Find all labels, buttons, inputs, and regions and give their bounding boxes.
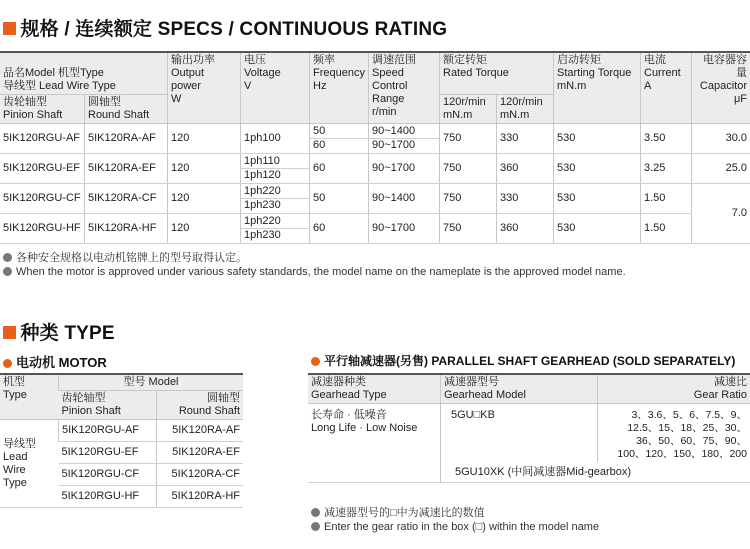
gear-mid: 5GU10XK (中间减速器Mid-gearbox)	[441, 462, 750, 483]
specs-header-model: 品名Model 机型Type 导线型 Lead Wire Type	[0, 52, 168, 95]
specs-header-output: 输出功率 Output power W	[168, 52, 241, 124]
gear-heading: 平行轴减速器(另售) PARALLEL SHAFT GEARHEAD (SOLD SEPARATELY)	[311, 352, 735, 369]
gear-header-ratio: 减速比 Gear Ratio	[598, 374, 750, 404]
orange-bullet-icon	[3, 359, 12, 368]
cell-voltage: 1ph220 1ph230	[241, 214, 310, 244]
gear-blank-cell	[308, 462, 441, 483]
cell-pinion: 5IK120RGU-HF	[0, 214, 85, 244]
specs-header-capacitor: 电容器容量 Capacitor μF	[692, 52, 750, 124]
motor-pinion: 5IK120RGU-CF	[59, 464, 157, 486]
gear-header-type: 减速器种类 Gearhead Type	[308, 374, 441, 404]
cell-speed: 90~1700	[369, 154, 440, 184]
cell-rt2: 360	[497, 214, 554, 244]
cell-output: 120	[168, 184, 241, 214]
gear-table	[308, 373, 750, 483]
table-row	[0, 184, 750, 214]
gear-ratios: 3、3.6、5、6、7.5、9、 12.5、15、18、25、30、 36、50、60、75、90、 100、120、150、180、200	[598, 404, 750, 463]
specs-header-rt1: 120r/min mN.m	[440, 95, 497, 124]
table-row	[0, 154, 750, 184]
motor-pinion: 5IK120RGU-EF	[59, 442, 157, 464]
cell-frequency: 50	[310, 184, 369, 214]
cell-frequency: 50 60	[310, 124, 369, 154]
cell-voltage: 1ph100	[241, 124, 310, 154]
specs-header-starting: 启动转矩 Starting Torque mN.m	[554, 52, 641, 124]
bullet-icon	[3, 253, 12, 262]
bullet-icon	[311, 508, 320, 517]
gear-type: 长寿命 · 低噪音 Long Life · Low Noise	[311, 409, 418, 434]
note-en: When the motor is approved under various safety standards, the model name on the nameplate is the approved model name.	[3, 266, 626, 278]
table-row	[308, 462, 750, 483]
cell-round: 5IK120RA-AF	[85, 124, 168, 154]
specs-header-speed: 调速范围 Speed Control Range r/min	[369, 52, 440, 124]
cell-speed: 90~1700	[369, 214, 440, 244]
cell-rt2: 330	[497, 124, 554, 154]
specs-header-current: 电流 Current A	[641, 52, 692, 124]
cell-cap: 7.0	[692, 184, 750, 244]
motor-pinion: 5IK120RGU-HF	[59, 486, 157, 508]
cell-speed: 90~1400	[369, 184, 440, 214]
table-row	[0, 124, 750, 154]
motor-header-pinion: 齿轮轴型 Pinion Shaft	[59, 391, 157, 420]
motor-header-type: 机型 Type	[0, 374, 59, 420]
orange-bullet-icon	[311, 357, 320, 366]
motor-round: 5IK120RA-EF	[156, 442, 243, 464]
cell-rt2: 360	[497, 154, 554, 184]
cell-rt1: 750	[440, 154, 497, 184]
bullet-icon	[311, 522, 320, 531]
cell-round: 5IK120RA-EF	[85, 154, 168, 184]
cell-output: 120	[168, 154, 241, 184]
specs-heading	[3, 14, 447, 41]
cell-frequency: 60	[310, 214, 369, 244]
cell-rt2: 330	[497, 184, 554, 214]
motor-pinion: 5IK120RGU-AF	[59, 420, 157, 442]
cell-start: 530	[554, 124, 641, 154]
note-cn: 各种安全规格以电动机铭牌上的型号取得认定。	[3, 249, 247, 265]
cell-current: 1.50	[641, 184, 692, 214]
motor-header-round: 圆轴型 Round Shaft	[156, 391, 243, 420]
type-title: 种类 TYPE	[20, 323, 115, 344]
cell-start: 530	[554, 184, 641, 214]
specs-header-pinion: 齿轮轴型 Pinion Shaft	[0, 95, 85, 124]
motor-type-label: 导线型 Lead Wire Type	[0, 420, 59, 508]
table-row	[0, 420, 243, 442]
cell-frequency: 60	[310, 154, 369, 184]
motor-round: 5IK120RA-AF	[156, 420, 243, 442]
cell-pinion: 5IK120RGU-AF	[0, 124, 85, 154]
specs-header-rt2: 120r/min mN.m	[497, 95, 554, 124]
gear-note-en: Enter the gear ratio in the box (□) within the model name	[311, 521, 599, 533]
motor-heading: 电动机 MOTOR	[3, 352, 107, 371]
specs-header-voltage: 电压 Voltage V	[241, 52, 310, 124]
specs-header-frequency: 频率 Frequency Hz	[310, 52, 369, 124]
cell-start: 530	[554, 154, 641, 184]
specs-table	[0, 51, 750, 244]
bullet-icon	[3, 267, 12, 276]
cell-output: 120	[168, 214, 241, 244]
cell-cap: 30.0	[692, 124, 750, 154]
table-row	[0, 214, 750, 244]
cell-rt1: 750	[440, 184, 497, 214]
cell-round: 5IK120RA-CF	[85, 184, 168, 214]
cell-current: 1.50	[641, 214, 692, 244]
motor-round: 5IK120RA-HF	[156, 486, 243, 508]
specs-header-rated-torque: 额定转矩 Rated Torque	[440, 52, 554, 95]
table-row	[308, 404, 750, 463]
cell-rt1: 750	[440, 124, 497, 154]
motor-table	[0, 373, 243, 508]
gear-model: 5GU□KB	[441, 404, 598, 463]
cell-output: 120	[168, 124, 241, 154]
cell-pinion: 5IK120RGU-EF	[0, 154, 85, 184]
specs-title: 规格 / 连续额定 SPECS / CONTINUOUS RATING	[20, 19, 448, 40]
cell-speed: 90~1400 90~1700	[369, 124, 440, 154]
motor-header-model: 型号 Model	[59, 374, 244, 391]
motor-round: 5IK120RA-CF	[156, 464, 243, 486]
cell-voltage: 1ph110 1ph120	[241, 154, 310, 184]
orange-square-icon	[3, 326, 16, 339]
cell-round: 5IK120RA-HF	[85, 214, 168, 244]
type-heading	[3, 318, 115, 345]
cell-cap: 25.0	[692, 154, 750, 184]
cell-current: 3.25	[641, 154, 692, 184]
gear-header-model: 减速器型号 Gearhead Model	[441, 374, 598, 404]
orange-square-icon	[3, 22, 16, 35]
cell-rt1: 750	[440, 214, 497, 244]
gear-note-cn: 减速器型号的□中为减速比的数值	[311, 504, 485, 520]
specs-header-round: 圆轴型 Round Shaft	[85, 95, 168, 124]
cell-pinion: 5IK120RGU-CF	[0, 184, 85, 214]
cell-start: 530	[554, 214, 641, 244]
cell-current: 3.50	[641, 124, 692, 154]
cell-voltage: 1ph220 1ph230	[241, 184, 310, 214]
